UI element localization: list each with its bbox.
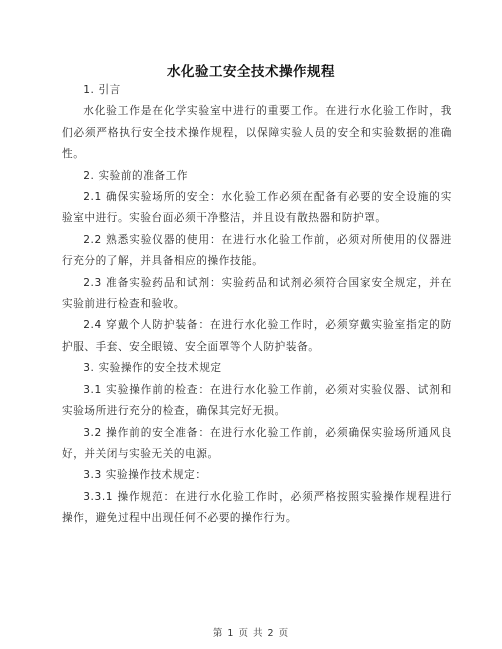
paragraph: 2.1 确保实验场所的安全：水化验工作必须在配备有必要的安全设施的实验室中进行。实验台面必须干净整洁，并且设有散热器和防护罩。 — [62, 191, 452, 225]
document-body — [62, 80, 452, 530]
paragraph: 水化验工作是在化学实验室中进行的重要工作。在进行水化验工作时，我们必须严格执行安全技术操作规程，以保障实验人员的安全和实验数据的准确性。 — [62, 105, 452, 161]
section-heading: 1. 引言 — [83, 84, 121, 96]
paragraph: 3.3 实验操作技术规定： — [83, 469, 207, 482]
section-heading: 2. 实验前的准备工作 — [83, 169, 189, 182]
paragraph: 3.2 操作前的安全准备：在进行水化验工作前，必须确保实验场所通风良好，并关闭与实验无关的电源。 — [62, 426, 452, 460]
paragraph: 3.3.1 操作规范：在进行水化验工作时，必须严格按照实验操作规程进行操作，避免过程中出现任何不必要的操作行为。 — [62, 490, 452, 525]
paragraph: 3.1 实验操作前的检查：在进行水化验工作前，必须对实验仪器、试剂和实验场所进行充分的检查，确保其完好无损。 — [62, 383, 452, 418]
page-footer: 第 1 页 共 2 页 — [212, 628, 290, 639]
paragraph: 2.2 熟悉实验仪器的使用：在进行水化验工作前，必须对所使用的仪器进行充分的了解，并具备相应的操作技能。 — [62, 233, 452, 268]
section-heading: 3. 实验操作的安全技术规定 — [83, 362, 222, 375]
paragraph: 2.4 穿戴个人防护装备：在进行水化验工作时，必须穿戴实验室指定的防护服、手套、安全眼镜、安全面罩等个人防护装备。 — [62, 319, 452, 353]
paragraph: 2.3 准备实验药品和试剂：实验药品和试剂必须符合国家安全规定，并在实验前进行检查和验收。 — [62, 276, 452, 311]
document-title: 水化验工安全技术操作规程 — [167, 64, 335, 80]
